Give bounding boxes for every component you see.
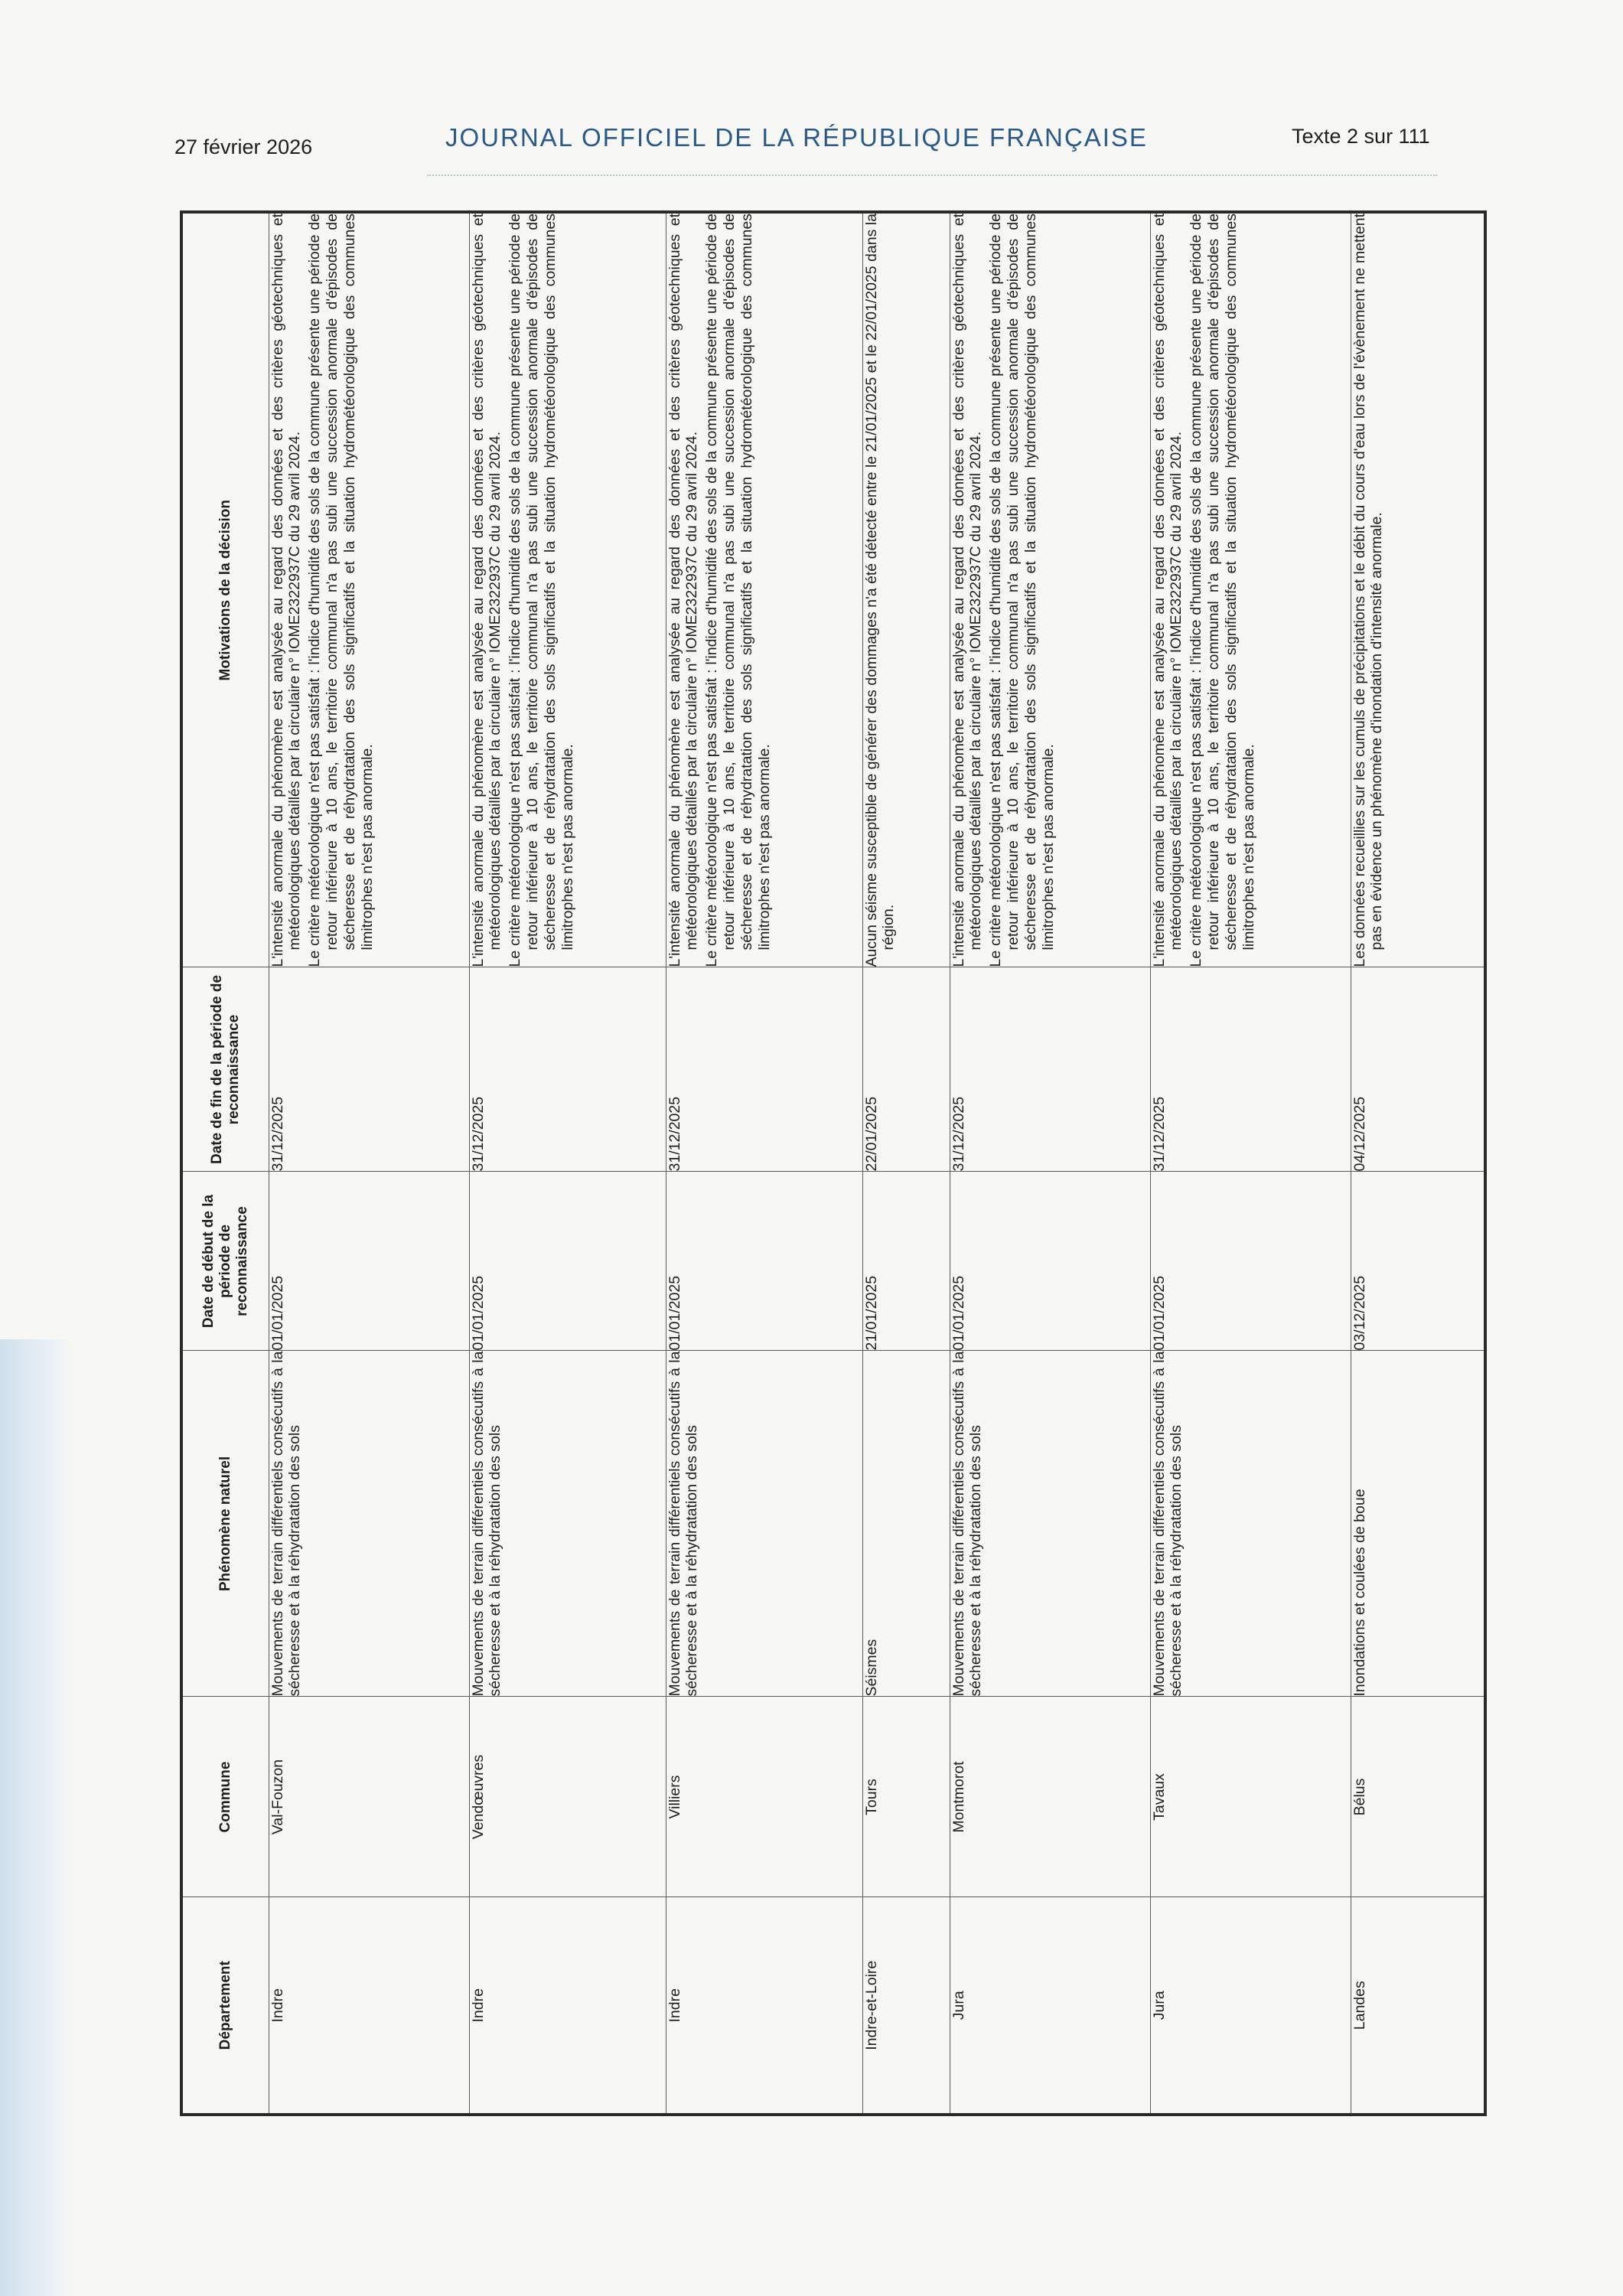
- motivation-paragraph: Le critère météorologique n'est pas satisfait : l'indice d'humidité des sols de la commune présente une période de retour inférieure à 10 ans, le territoire communal n'a pas subi une succession anormale d'épisodes de sécheresse et de réhydratation des sols significatifs et la situation hydrométéorologique des communes limitrophes n'est pas anormale.: [1188, 214, 1257, 967]
- motivation-paragraph: Les données recueillies sur les cumuls de précipitations et le débit du cours d'eau lors de l'évènement ne mettent pas en évidence un phénomène d'inondation d'intensité anormale.: [1351, 214, 1386, 967]
- header-departement: Département: [181, 1897, 269, 2115]
- motivation-paragraph: Le critère météorologique n'est pas satisfait : l'indice d'humidité des sols de la commune présente une période de retour inférieure à 10 ans, le territoire communal n'a pas subi une succession anormale d'épisodes de sécheresse et de réhydratation des sols significatifs et la situation hydrométéorologique des communes limitrophes n'est pas anormale.: [306, 214, 376, 967]
- motivation-paragraph: L'intensité anormale du phénomène est analysée au regard des données et des critères géotechniques et météorologiques détaillés par la circulaire n° IOME2322937C du 29 avril 2024.: [269, 214, 304, 967]
- publication-date: 27 février 2026: [174, 135, 313, 158]
- cell-commune: Tours: [862, 1697, 950, 1897]
- motivation-paragraph: L'intensité anormale du phénomène est analysée au regard des données et des critères géotechniques et météorologiques détaillés par la circulaire n° IOME2322937C du 29 avril 2024.: [469, 214, 504, 967]
- text-reference: Texte 2 sur 111: [1292, 125, 1430, 148]
- table-row: [950, 212, 1150, 2115]
- table-header-row: [181, 212, 269, 2115]
- cell-date-fin: 04/12/2025: [1351, 967, 1485, 1172]
- table-row: [862, 212, 950, 2115]
- cell-phenomene: Mouvements de terrain différentiels consécutifs à la sécheresse et à la réhydratation des sols: [950, 1351, 1150, 1697]
- cell-date-fin: 31/12/2025: [1150, 967, 1351, 1172]
- cell-departement: Indre: [269, 1897, 469, 2115]
- cell-date-fin: 31/12/2025: [469, 967, 666, 1172]
- header-motivations: Motivations de la décision: [181, 212, 269, 967]
- cell-date-fin: 31/12/2025: [950, 967, 1150, 1172]
- header-commune: Commune: [181, 1697, 269, 1897]
- cell-date-debut: 01/01/2025: [666, 1172, 862, 1351]
- cell-motivations: [269, 212, 469, 967]
- cell-phenomene: Mouvements de terrain différentiels consécutifs à la sécheresse et à la réhydratation des sols: [469, 1351, 666, 1697]
- cell-departement: Indre-et-Loire: [862, 1897, 950, 2115]
- cell-departement: Landes: [1351, 1897, 1485, 2115]
- cell-phenomene: Mouvements de terrain différentiels consécutifs à la sécheresse et à la réhydratation des sols: [269, 1351, 469, 1697]
- cell-commune: Tavaux: [1150, 1697, 1351, 1897]
- cell-commune: Vendœuvres: [469, 1697, 666, 1897]
- table-row: [666, 212, 862, 2115]
- motivation-paragraph: L'intensité anormale du phénomène est analysée au regard des données et des critères géotechniques et météorologiques détaillés par la circulaire n° IOME2322937C du 29 avril 2024.: [666, 214, 701, 967]
- cell-date-debut: 01/01/2025: [469, 1172, 666, 1351]
- cell-motivations: [469, 212, 666, 967]
- header-date-fin: Date de fin de la période de reconnaissance: [181, 967, 269, 1172]
- cell-date-fin: 22/01/2025: [862, 967, 950, 1172]
- cell-commune: Bélus: [1351, 1697, 1485, 1897]
- cell-departement: Indre: [666, 1897, 862, 2115]
- table-row: [269, 212, 469, 2115]
- header-divider: [427, 174, 1437, 176]
- journal-title: JOURNAL OFFICIEL DE LA RÉPUBLIQUE FRANÇAISE: [445, 123, 1148, 152]
- cell-departement: Jura: [1150, 1897, 1351, 2115]
- cell-phenomene: Inondations et coulées de boue: [1351, 1351, 1485, 1697]
- cell-motivations: [950, 212, 1150, 967]
- rotated-table-container: [180, 210, 1424, 2116]
- scan-edge-tint: [0, 1339, 73, 2296]
- cell-motivations: [1351, 212, 1485, 967]
- cell-date-fin: 31/12/2025: [269, 967, 469, 1172]
- header-phenomene: Phénomène naturel: [181, 1351, 269, 1697]
- motivation-paragraph: Le critère météorologique n'est pas satisfait : l'indice d'humidité des sols de la commune présente une période de retour inférieure à 10 ans, le territoire communal n'a pas subi une succession anormale d'épisodes de sécheresse et de réhydratation des sols significatifs et la situation hydrométéorologique des communes limitrophes n'est pas anormale.: [507, 214, 576, 967]
- cell-date-debut: 03/12/2025: [1351, 1172, 1485, 1351]
- cell-commune: Villiers: [666, 1697, 862, 1897]
- cell-date-fin: 31/12/2025: [666, 967, 862, 1172]
- table-row: [469, 212, 666, 2115]
- cell-date-debut: 01/01/2025: [1150, 1172, 1351, 1351]
- cell-phenomene: Séismes: [862, 1351, 950, 1697]
- table-row: [1351, 212, 1485, 2115]
- cell-commune: Val-Fouzon: [269, 1697, 469, 1897]
- cell-motivations: [666, 212, 862, 967]
- cell-date-debut: 01/01/2025: [269, 1172, 469, 1351]
- cell-commune: Montmorot: [950, 1697, 1150, 1897]
- cell-phenomene: Mouvements de terrain différentiels consécutifs à la sécheresse et à la réhydratation des sols: [666, 1351, 862, 1697]
- cell-motivations: [1150, 212, 1351, 967]
- cell-date-debut: 21/01/2025: [862, 1172, 950, 1351]
- motivation-paragraph: Le critère météorologique n'est pas satisfait : l'indice d'humidité des sols de la commune présente une période de retour inférieure à 10 ans, le territoire communal n'a pas subi une succession anormale d'épisodes de sécheresse et de réhydratation des sols significatifs et la situation hydrométéorologique des communes limitrophes n'est pas anormale.: [987, 214, 1057, 967]
- motivation-paragraph: L'intensité anormale du phénomène est analysée au regard des données et des critères géotechniques et météorologiques détaillés par la circulaire n° IOME2322937C du 29 avril 2024.: [1150, 214, 1185, 967]
- header-date-debut: Date de début de la période de reconnaissance: [181, 1172, 269, 1351]
- table-row: [1150, 212, 1351, 2115]
- cell-date-debut: 01/01/2025: [950, 1172, 1150, 1351]
- cell-phenomene: Mouvements de terrain différentiels consécutifs à la sécheresse et à la réhydratation des sols: [1150, 1351, 1351, 1697]
- motivation-paragraph: L'intensité anormale du phénomène est analysée au regard des données et des critères géotechniques et météorologiques détaillés par la circulaire n° IOME2322937C du 29 avril 2024.: [950, 214, 985, 967]
- cell-departement: Jura: [950, 1897, 1150, 2115]
- decisions-table: [180, 210, 1487, 2116]
- cell-departement: Indre: [469, 1897, 666, 2115]
- motivation-paragraph: Aucun séisme susceptible de générer des dommages n'a été détecté entre le 21/01/2025 et le 22/01/2025 dans la région.: [862, 214, 898, 967]
- motivation-paragraph: Le critère météorologique n'est pas satisfait : l'indice d'humidité des sols de la commune présente une période de retour inférieure à 10 ans, le territoire communal n'a pas subi une succession anormale d'épisodes de sécheresse et de réhydratation des sols significatifs et la situation hydrométéorologique des communes limitrophes n'est pas anormale.: [703, 214, 773, 967]
- cell-motivations: [862, 212, 950, 967]
